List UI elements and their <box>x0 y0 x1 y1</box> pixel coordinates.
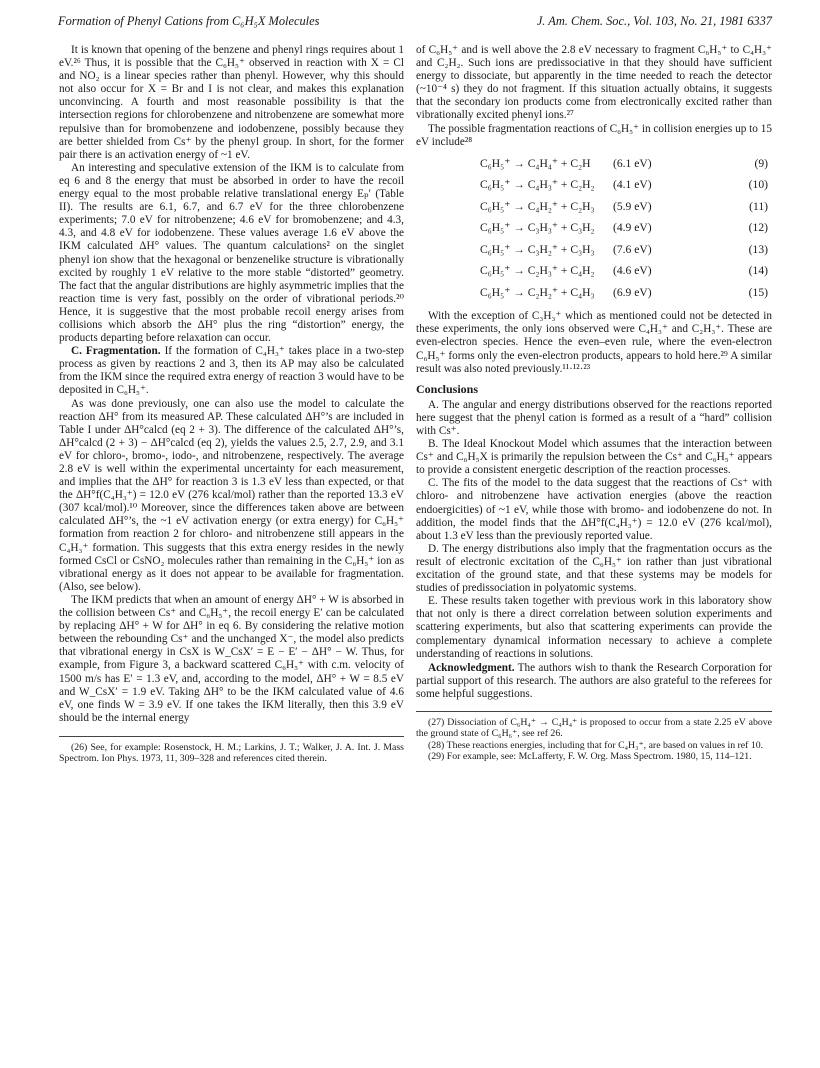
equation-11 <box>416 197 772 219</box>
footnote-divider <box>59 736 404 737</box>
conclusion-d: D. The energy distributions also imply that the fragmentation occurs as the result of electronic excitation of the C₆H₅⁺ ion rather than just vibrational excitation of the ground state, and that these systems may be models for studies of predissociation in polyatomic systems. <box>416 542 772 595</box>
equation-number: (11) <box>749 199 768 213</box>
left-column <box>59 44 404 765</box>
equation-13 <box>416 240 772 262</box>
conclusion-a: A. The angular and energy distributions observed for the reactions reported here suggest that the phenyl cation is formed as a result of a “hard” collision with Cs⁺. <box>416 398 772 437</box>
reaction: C₆H₅⁺ → C₄H₃⁺ + C₂H₂ <box>480 178 595 192</box>
acknowledgment <box>416 662 772 701</box>
equation-10 <box>416 175 772 197</box>
reaction: C₆H₅⁺ → C₂H₃⁺ + C₄H₂ <box>480 264 595 278</box>
footnote-29: (29) For example, see: McLafferty, F. W. Org. Mass Spectrom. 1980, 15, 114–121. <box>428 751 752 763</box>
equation-number: (14) <box>748 264 768 278</box>
reaction-energy: (5.9 eV) <box>613 199 652 213</box>
reaction: C₆H₅⁺ → C₄H₄⁺ + C₂H <box>480 156 591 170</box>
footnote-26: (26) See, for example: Rosenstock, H. M.; Larkins, J. T.; Walker, J. A. Int. J. Mass Spectrom. Ion Phys. 1973, 11, 309–328 and references cited therein. <box>59 741 404 765</box>
equation-number: (15) <box>748 285 768 299</box>
reaction: C₆H₅⁺ → C₂H₂⁺ + C₄H₃ <box>480 285 595 299</box>
equation-number: (10) <box>748 178 768 192</box>
paragraph: of C₆H₅⁺ and is well above the 2.8 eV necessary to fragment C₆H₅⁺ to C₄H₃⁺ and C₂H₂. Such ions are predissociative in that they should have sufficient energy to dissociate, but apparently in the time needed to reach the detector (~10⁻⁴ s) they do not fragment. If this situation actually obtains, it suggests that the secondary ion products come from electronically excited rather than vibrationally excited phenyl ions.²⁷ <box>416 44 772 122</box>
conclusion-b: B. The Ideal Knockout Model which assumes that the interaction between Cs⁺ and C₆H₅X is primarily the repulsion between the Cs⁺ and C₆H₅⁺ appears to provide a consistent energetic description of the reaction processes. <box>416 438 772 477</box>
equation-number: (9) <box>754 156 768 170</box>
acknowledgment-text: The authors wish to thank the Research Corporation for partial support of this research. The authors are also grateful to the referees for some helpful suggestions. <box>416 661 772 700</box>
equation-14 <box>416 261 772 283</box>
conclusions-heading: Conclusions <box>416 381 479 396</box>
footnote-divider <box>416 711 772 712</box>
reaction-energy: (6.9 eV) <box>613 285 652 299</box>
footnote-28: (28) These reactions energies, including that for C₄H₃⁺, are based on values in ref 10. <box>428 739 764 751</box>
paragraph-fragmentation <box>59 345 404 397</box>
reaction: C₆H₅⁺ → C₄H₂⁺ + C₂H₃ <box>480 199 595 213</box>
reaction-energy: (4.9 eV) <box>613 221 652 235</box>
header-title: Formation of Phenyl Cations from C₆H₅X Molecules <box>58 14 320 28</box>
equation-12 <box>416 218 772 240</box>
reaction-energy: (4.1 eV) <box>613 178 652 192</box>
footnote-27: (27) Dissociation of C₆H₄⁺ → C₄H₄⁺ is proposed to occur from a state 2.25 eV above the ground state of C₆H₆⁺, see ref 26. <box>416 716 772 740</box>
acknowledgment-heading: Acknowledgment. <box>428 661 515 674</box>
running-header <box>58 14 772 34</box>
conclusion-c: C. The fits of the model to the data suggest that the reactions of Cs⁺ with chloro- and nitrobenzene have activation energies (above the reaction endoergicities) of ~1 eV, while those with bromo- and iodobenzene do not. In addition, the model finds that the ΔH°f(C₄H₃⁺) = 12.0 eV (276 kcal/mol), about 1.3 eV less than the previously reported value. <box>416 477 772 542</box>
equation-9 <box>416 154 772 176</box>
paragraph: As was done previously, one can also use the model to calculate the reaction ΔH° from its measured AP. These calculated ΔH°’s are included in Table I under ΔH°calcd (eq 2 + 3). The difference of the calculated ΔH°’s, ΔH°calcd (2 + 3) − ΔH°calcd (eq 2), yields the values 2.5, 2.7, 2.9, and 3.1 eV for chloro-, bromo-, iodo-, and nitrobenzene, respectively. The average 2.8 eV is well within the experimental uncertainty for each measurement, and implies that the ΔH° for reaction 3 is 1.3 eV less than expected, or that the ΔH°f(C₄H₃⁺) = 12.0 eV (276 kcal/mol) rather than the reported 13.3 eV (307 kcal/mol).¹⁰ Moreover, since the differences taken above are between calculated ΔH°’s, the ~1 eV activation energy (or extra energy) for C₆H₅⁺ formation from reaction 2 for chloro- and nitrobenzene still appears in the C₄H₃⁺ formation. This suggests that this extra energy resides in the newly formed CsCl or CsNO₂ molecules rather than remaining in the C₆H₅⁺ ion as vibrational energy as it does not appear to be available for fragmentation. (Also, see below). <box>59 397 404 593</box>
reaction-energy: (4.6 eV) <box>613 264 652 278</box>
reaction: C₆H₅⁺ → C₃H₃⁺ + C₃H₂ <box>480 221 595 235</box>
section-run-in-heading: C. Fragmentation. <box>71 345 161 358</box>
reaction-energy: (7.6 eV) <box>613 242 652 256</box>
paragraph: An interesting and speculative extension of the IKM is to calculate from eq 6 and 8 the energy that must be absorbed in order to have the recoil energy equal to the most probable relative translational energy Eₚ′ (Table II). The results are 6.1, 6.7, and 6.7 eV for the three chlorobenzene experiments; 7.0 eV for nitrobenzene; 4.6 eV for bromobenzene; and 4.3, 4.3, and 4.8 eV for iodobenzene. These values average 1.6 eV above the IKM calculated ΔH° values. The quantum calculations² on the singlet phenyl ion show that the hexagonal or benzenelike structure is vibrationally excited by roughly 1 eV relative to the more stable “distorted” geometry. The fact that the angular distributions are highly asymmetric implies that the reaction time is very fast, possibly on the order of vibrational periods.²⁰ Hence, it is suggestive that the most probable recoil energy arises from collisions which absorb the ΔH° plus the ring “distortion” energy, the products departing before relaxation can occur. <box>59 161 404 345</box>
equation-15 <box>416 283 772 305</box>
equation-list <box>416 154 772 305</box>
paragraph: It is known that opening of the benzene and phenyl rings requires about 1 eV.²⁶ Thus, it is possible that the C₆H₅⁺ observed in reaction with X = Cl and NO₂ is a linear species rather than phenyl. However, why this should not also occur for X = Br and I is not clear, and makes this explanation unconvincing. A fourth and most reasonable possibility is that the intersection regions for chlorobenzene and nitrobenzene are somewhat more repulsive than for bromobenzene and iodobenzene, possibly because they are better shielded from Cs⁺ by the phenyl group. In short, for the former pair there is an activation energy of ~1 eV. <box>59 44 404 161</box>
paragraph: The IKM predicts that when an amount of energy ΔH° + W is absorbed in the collision between Cs⁺ and C₆H₅⁺, the recoil energy E′ can be calculated by replacing ΔH° + W for ΔH° in eq 6. By considering the relative motion between the rebounding Cs⁺ and the unchanged X⁻, the model also predicts that vibrational energy in CsX is W_CsX′ = E − E′ − ΔH° − W. Thus, for example, from Figure 3, a backward scattered C₆H₅⁺ with c.m. velocity of 1500 m/s has E′ = 1.3 eV, and, according to the model, ΔH° + W = 8.5 eV and W_CsX′ = 1.9 eV. Taking ΔH° to be the IKM calculated value of 4.6 eV, one finds W = 3.9 eV. If one takes the IKM literally, then this 3.9 eV should be the internal energy <box>59 593 405 724</box>
paragraph-text: If the formation of C₄H₃⁺ takes place in a two-step process as given by reactions 2 and 3, then its AP may also be calculated from the IKM since the required extra energy of reaction 3 would have to be deposited in C₆H₅⁺. <box>59 345 404 397</box>
right-column <box>416 44 772 763</box>
equation-number: (12) <box>748 221 768 235</box>
paragraph: With the exception of C₃H₃⁺ which as mentioned could not be detected in these experiments, the only ions observed were C₄H₃⁺ and C₂H₃⁺. These are even-electron species. Hence the even–even rule, where the even-electron C₆H₅⁺ forms only the even-electron products, appears to hold here.²⁹ A similar result was also noted previously.¹¹·¹²·²³ <box>416 310 772 375</box>
header-journal-citation: J. Am. Chem. Soc., Vol. 103, No. 21, 1981 6337 <box>536 14 772 28</box>
conclusion-e: E. These results taken together with previous work in this laboratory show that not only is there a direct correlation between solution experiments and scattering experiments, but also that scattering experiments can provide the complementary dynamical information necessary to achieve a complete understanding of reactions in solutions. <box>416 595 772 660</box>
equation-number: (13) <box>748 242 768 256</box>
reaction-energy: (6.1 eV) <box>613 156 652 170</box>
paragraph: The possible fragmentation reactions of C₆H₅⁺ in collision energies up to 15 eV include²⁸ <box>416 122 772 148</box>
reaction: C₆H₅⁺ → C₃H₂⁺ + C₃H₃ <box>480 242 595 256</box>
